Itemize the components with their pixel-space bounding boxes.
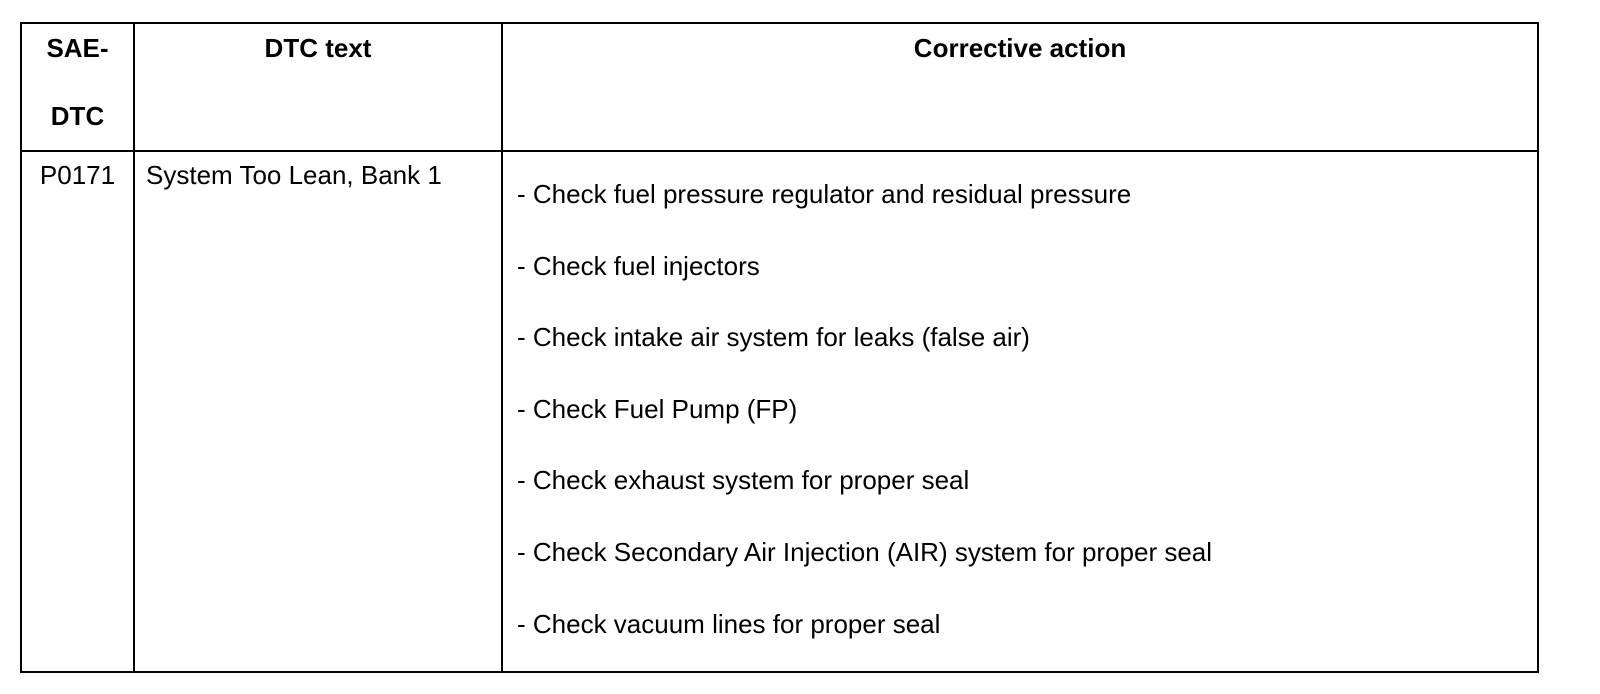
corrective-action-cell bbox=[502, 151, 1538, 672]
header-sae-dtc-line1: SAE- bbox=[46, 33, 109, 63]
list-item: - Check exhaust system for proper seal bbox=[517, 465, 970, 496]
list-item: - Check Fuel Pump (FP) bbox=[517, 393, 798, 424]
dtc-text: System Too Lean, Bank 1 bbox=[146, 160, 442, 190]
list-item: - Check fuel injectors bbox=[517, 250, 760, 281]
header-dtc-text: DTC text bbox=[134, 23, 502, 151]
table-header bbox=[21, 23, 1538, 151]
list-item: - Check fuel pressure regulator and residual pressure bbox=[517, 179, 1132, 209]
table-row bbox=[21, 151, 1538, 672]
header-sae-dtc-line2: DTC bbox=[50, 101, 105, 131]
dtc-code: P0171 bbox=[39, 160, 116, 190]
dtc-table bbox=[20, 22, 1539, 673]
header-corrective-action: Corrective action bbox=[502, 23, 1538, 151]
list-item: - Check intake air system for leaks (false air) bbox=[517, 322, 1030, 353]
dtc-text-cell bbox=[134, 151, 502, 672]
header-row bbox=[21, 23, 1538, 151]
corrective-action-list bbox=[503, 152, 1537, 671]
table-body bbox=[21, 151, 1538, 672]
dtc-code-cell bbox=[21, 151, 134, 672]
list-item: - Check vacuum lines for proper seal bbox=[517, 608, 941, 639]
list-item: - Check Secondary Air Injection (AIR) system for proper seal bbox=[517, 536, 1213, 567]
header-sae-dtc bbox=[21, 23, 134, 151]
